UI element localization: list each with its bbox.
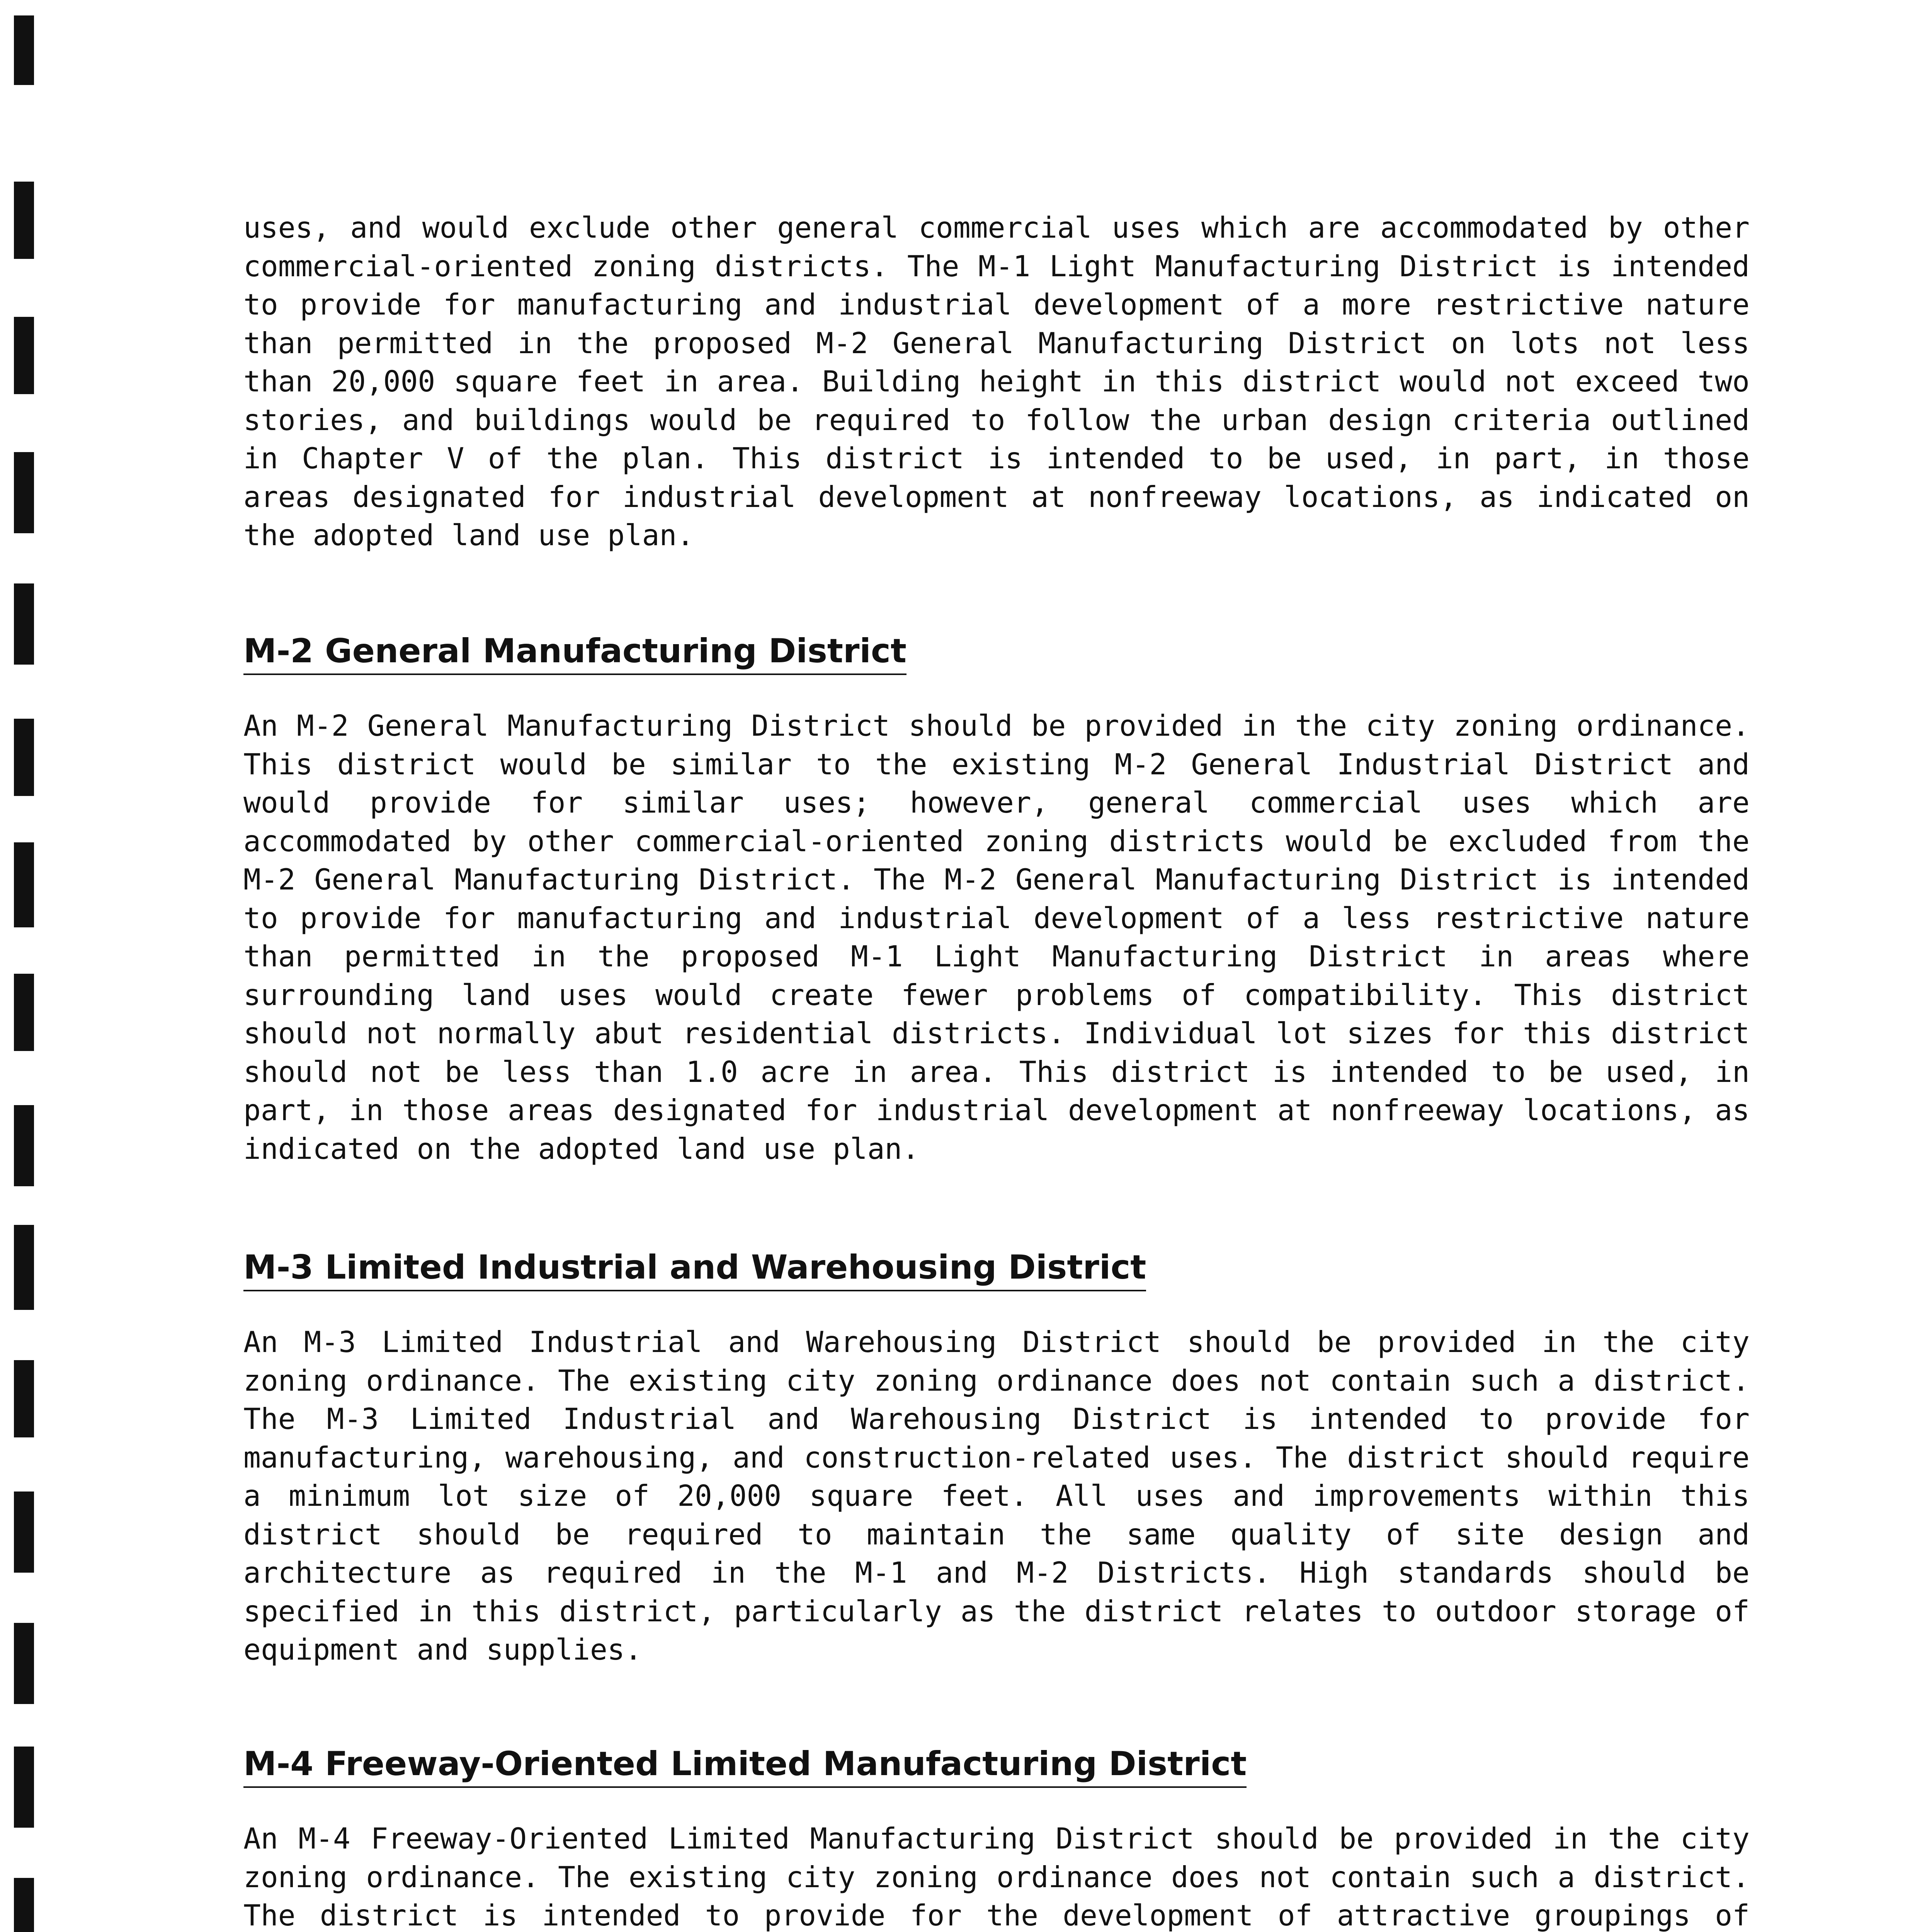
binding-mark: [14, 1878, 34, 1932]
binding-mark: [14, 1360, 34, 1437]
binding-mark: [14, 1492, 34, 1573]
binding-mark: [14, 719, 34, 796]
binding-mark: [14, 974, 34, 1051]
binding-mark: [14, 15, 34, 85]
section-m4: [243, 1745, 1750, 1932]
section-m2: [243, 632, 1750, 1168]
binding-mark: [14, 1623, 34, 1704]
section-m3: [243, 1248, 1750, 1669]
section-body: An M-3 Limited Industrial and Warehousing District should be provided in the city zoning ordinance. The existing city zoning ordinance does not contain such a district. The M-3 Limited Industrial and Warehousing District is intended to provide for manufacturing, warehousing, and construction-related uses. The district should require a minimum lot size of 20,000 square feet. All uses and improvements within this district should be required to maintain the same quality of site design and architecture as required in the M-1 and M-2 Districts. High standards should be specified in this district, particularly as the district relates to outdoor storage of equipment and supplies.: [243, 1325, 1750, 1667]
binding-mark: [14, 842, 34, 927]
intro-paragraph: uses, and would exclude other general commercial uses which are accommodated by other commercial-oriented zoning districts. The M-1 Light Manufacturing District is intended to provide for manufacturing and industrial development of a more restrictive nature than permitted in the proposed M-2 General Manufacturing District on lots not less than 20,000 square feet in area. Building height in this district would not exceed two stories, and buildings would be required to follow the urban design criteria outlined in Chapter V of the plan. This district is intended to be used, in part, in those areas designated for industrial development at nonfreeway locations, as indicated on the adopted land use plan.: [243, 211, 1750, 552]
binding-mark: [14, 1105, 34, 1186]
section-heading: M-3 Limited Industrial and Warehousing District: [243, 1248, 1146, 1291]
section-body: An M-4 Freeway-Oriented Limited Manufacturing District should be provided in the city zoning ordinance. The existing city zoning ordinance does not contain such a district. The district is intended to provide for the development of attractive groupings of: [243, 1822, 1750, 1932]
binding-mark: [14, 452, 34, 533]
binding-mark: [14, 583, 34, 665]
binding-mark: [14, 1225, 34, 1310]
binding-mark: [14, 1747, 34, 1828]
binding-mark: [14, 182, 34, 259]
binding-mark: [14, 317, 34, 394]
section-heading: M-2 General Manufacturing District: [243, 632, 906, 675]
section-body: An M-2 General Manufacturing District should be provided in the city zoning ordinance. This district would be similar to the existing M-2 General Industrial District and would provide for similar uses; however, general commercial uses which are accommodated by other commercial-oriented zoning districts would be excluded from the M-2 General Manufacturing District. The M-2 General Manufacturing District is intended to provide for manufacturing and industrial development of a less restrictive nature than permitted in the proposed M-1 Light Manufacturing District in areas where surrounding land uses would create fewer problems of compatibility. This district should not normally abut residential districts. Individual lot sizes for this district should not be less than 1.0 acre in area. This district is intended to be used, in part, in those areas designated for industrial development at nonfreeway locations, as indicated on the adopted land use plan.: [243, 709, 1750, 1166]
section-heading: M-4 Freeway-Oriented Limited Manufacturing District: [243, 1745, 1247, 1788]
